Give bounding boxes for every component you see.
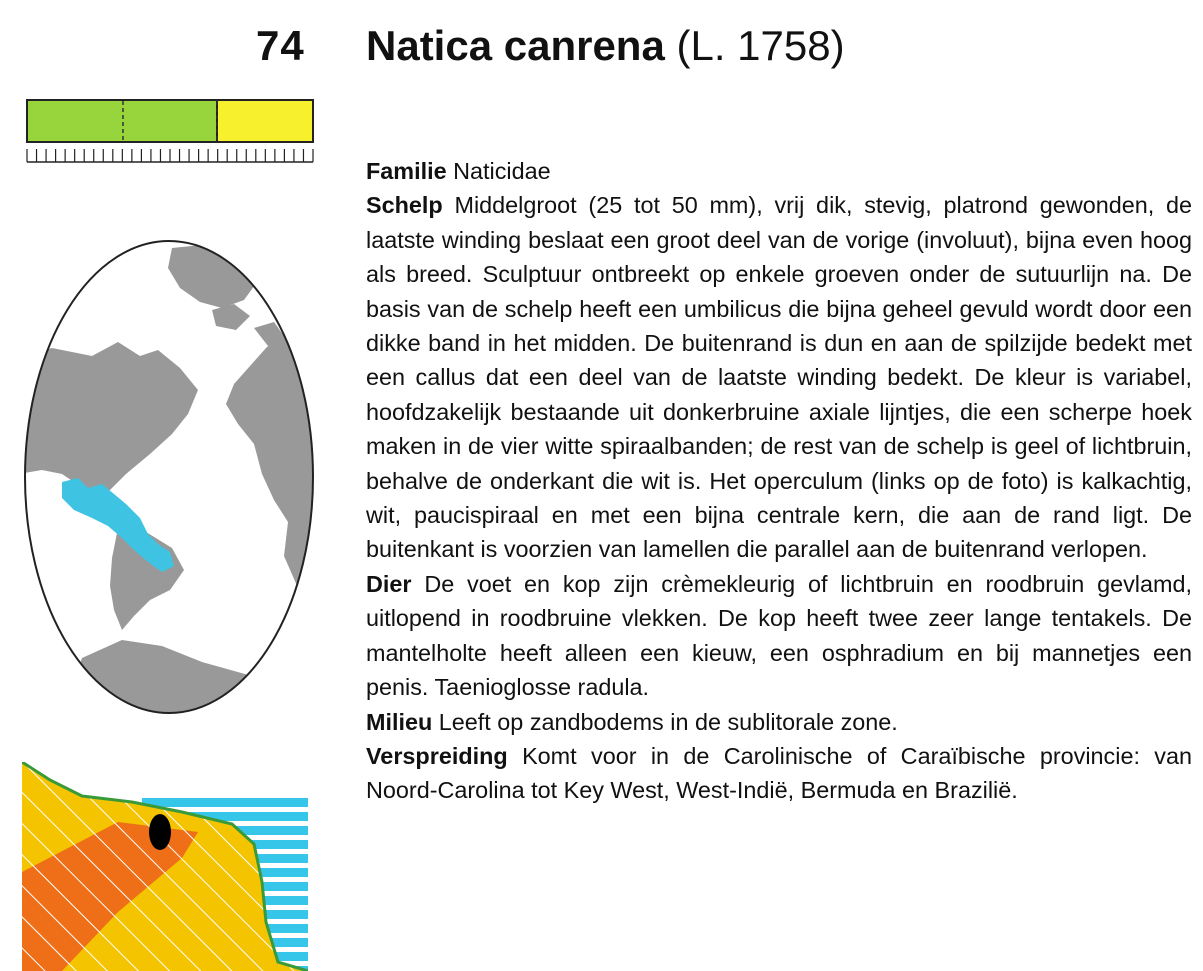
entry-number: 74 — [256, 22, 305, 69]
species-title — [366, 22, 845, 70]
schelp-label: Schelp — [366, 192, 443, 219]
milieu-text: Leeft op zandbodems in de sublitorale zone. — [438, 708, 898, 735]
entry-header — [0, 22, 1203, 82]
dier-label: Dier — [366, 570, 412, 597]
milieu-label: Milieu — [366, 708, 433, 735]
depth-zone-yellow — [217, 100, 313, 142]
schelp-text: Middelgroot (25 tot 50 mm), vrij dik, stevig, platrond gewonden, de laatste winding beslaat een groot deel van de vorige (involuut), bijna even hoog als breed. Sculptuur ontbreekt op enkele groeven onder de sutuurlijn na. De basis van de schelp heeft een umbilicus die bijna geheel gevuld wordt door een dikke band in het midden. De buitenrand is dun en aan de spilzijde bedekt met een callus dat een deel van de laatste winding bedekt. De kleur is variabel, hoofdzakelijk bestaande uit donkerbruine axiale lijntjes, die een scherpe hoek maken in de vier witte spiraalbanden; de rest van de schelp is geel of lichtbruin, behalve de onderkant die wit is. Het operculum (links op de foto) is kalkachtig, wit, paucispiraal en met een bijna centrale kern, die aan de rand ligt. De buitenkant is voorzien van lamellen die parallel aan de buitenrand verlopen. — [366, 192, 1193, 563]
dier-text: De voet en kop zijn crèmekleurig of lichtbruin en roodbruin gevlamd, uitlopend in roodbruine vlekken. De kop heeft twee zeer lange tentakels. De mantelholte heeft alleen een kieuw, een osphradium en bij mannetjes een penis. Taenioglosse radula. — [366, 570, 1192, 701]
habitat-profile — [22, 762, 308, 971]
species-name: Natica canrena — [366, 22, 665, 69]
section-verspreiding — [366, 739, 1192, 808]
depth-zone-scale — [26, 99, 314, 163]
habitat-marker — [149, 814, 171, 850]
species-description — [366, 154, 1192, 808]
species-author: (L. 1758) — [676, 22, 845, 69]
familie-label: Familie — [366, 158, 447, 184]
distribution-map — [22, 238, 316, 716]
familie-text: Naticidae — [453, 158, 551, 184]
verspreiding-label: Verspreiding — [366, 742, 508, 769]
depth-scale-ticks — [27, 149, 313, 162]
section-schelp — [366, 188, 1192, 566]
depth-zone-green — [27, 100, 217, 142]
section-dier — [366, 567, 1192, 705]
verspreiding-text: Komt voor in de Carolinische of Caraïbische provincie: van Noord-Carolina tot Key West, West-Indië, Bermuda en Brazilië. — [366, 742, 1193, 804]
section-milieu — [366, 705, 1192, 739]
section-familie — [366, 154, 1192, 188]
